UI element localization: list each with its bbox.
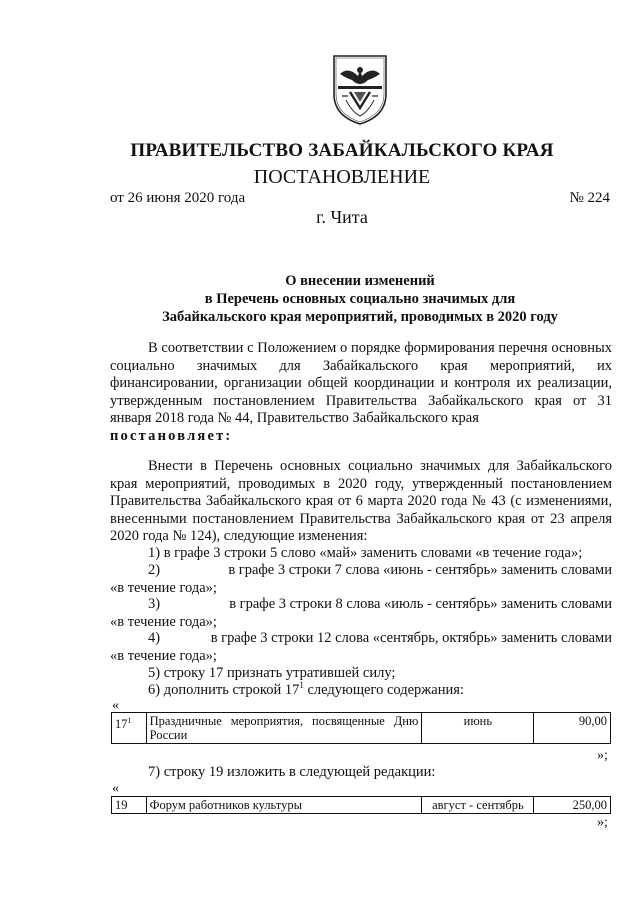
amendment-intro-paragraph: Внести в Перечень основных социально значимых для Забайкальского края мероприятий, проводимых в 2020 году, утвержденный постановлением Правительства Забайкальского края от 6 марта 2020 года № 43 (с изменениями, внесенными постановлением Правительства Забайкальского края от 23 апреля 2020 года № 124), следующие изменения: bbox=[110, 458, 612, 544]
item-2-number: 2) bbox=[148, 562, 161, 578]
subject-line-1: О внесении изменений bbox=[285, 273, 435, 289]
preamble-paragraph bbox=[110, 340, 612, 445]
event-period-cell: август - сентябрь bbox=[422, 797, 534, 814]
table-2-open-quote: « bbox=[112, 781, 119, 796]
document-subject bbox=[110, 272, 610, 326]
event-name-cell: Праздничные мероприятия, посвященные Дню России bbox=[146, 713, 422, 744]
item-6-superscript: 1 bbox=[299, 680, 304, 690]
document-number: № 224 bbox=[569, 190, 610, 206]
event-amount-cell: 250,00 bbox=[534, 797, 611, 814]
item-4-number: 4) bbox=[148, 630, 161, 646]
item-2-text: в графе 3 строки 7 слова «июнь - сентябрь» заменить словами bbox=[228, 562, 612, 578]
document-type: ПОСТАНОВЛЕНИЕ bbox=[253, 166, 431, 188]
government-title: ПРАВИТЕЛЬСТВО ЗАБАЙКАЛЬСКОГО КРАЯ bbox=[130, 140, 554, 161]
table-row bbox=[112, 797, 611, 814]
subject-line-2: в Перечень основных социально значимых для bbox=[204, 291, 516, 307]
item-6-suffix: следующего содержания: bbox=[303, 681, 464, 698]
event-amount-cell: 90,00 bbox=[534, 713, 611, 744]
amendment-item-1: 1) в графе 3 строки 5 слово «май» заменить словами «в течение года»; bbox=[148, 545, 583, 561]
item-4-text: в графе 3 строки 12 слова «сентябрь, октябрь» заменить словами bbox=[210, 630, 612, 646]
item-4-continuation: «в течение года»; bbox=[110, 647, 217, 664]
amendment-item-3 bbox=[110, 596, 612, 631]
item-3-continuation: «в течение года»; bbox=[110, 613, 217, 630]
row-number-cell: 19 bbox=[112, 797, 147, 814]
amendment-item-2 bbox=[110, 562, 612, 597]
amendment-item-4 bbox=[110, 630, 612, 665]
item-3-number: 3) bbox=[148, 596, 161, 612]
event-name-cell: Форум работников культуры bbox=[146, 797, 422, 814]
table-row-19 bbox=[111, 796, 611, 814]
event-period-cell: июнь bbox=[422, 713, 534, 744]
item-6-prefix: 6) дополнить строкой 17 bbox=[148, 681, 300, 698]
table-2-close-quote: »; bbox=[597, 815, 608, 830]
amendment-item-7: 7) строку 19 изложить в следующей редакции: bbox=[148, 764, 436, 780]
resolution-word: постановляет: bbox=[110, 427, 233, 444]
document-city: г. Чита bbox=[316, 207, 368, 227]
subject-line-3: Забайкальского края мероприятий, проводимых в 2020 году bbox=[162, 309, 558, 325]
document-date: от 26 июня 2020 года bbox=[110, 190, 246, 206]
amendment-item-5: 5) строку 17 признать утратившей силу; bbox=[148, 665, 396, 681]
coat-of-arms-emblem bbox=[328, 50, 392, 126]
amendment-item-6 bbox=[148, 680, 464, 699]
preamble-text: В соответствии с Положением о порядке формирования перечня основных социально значимых для Забайкальского края мероприятий, их финансировании, организации общей координации и контроля их реализации, утвержденным постановлением Правительства Забайкальского края от 31 января 2018 года № 44, Правительство Забайкальского края bbox=[110, 340, 612, 426]
table-row bbox=[112, 713, 611, 744]
row-number-cell: $17^1$ bbox=[112, 713, 147, 744]
table-1-open-quote: « bbox=[112, 698, 119, 713]
item-3-text: в графе 3 строки 8 слова «июль - сентябрь» заменить словами bbox=[229, 596, 612, 612]
table-row-17-1 bbox=[111, 712, 611, 744]
item-2-continuation: «в течение года»; bbox=[110, 579, 217, 596]
table-1-close-quote: »; bbox=[597, 748, 608, 763]
